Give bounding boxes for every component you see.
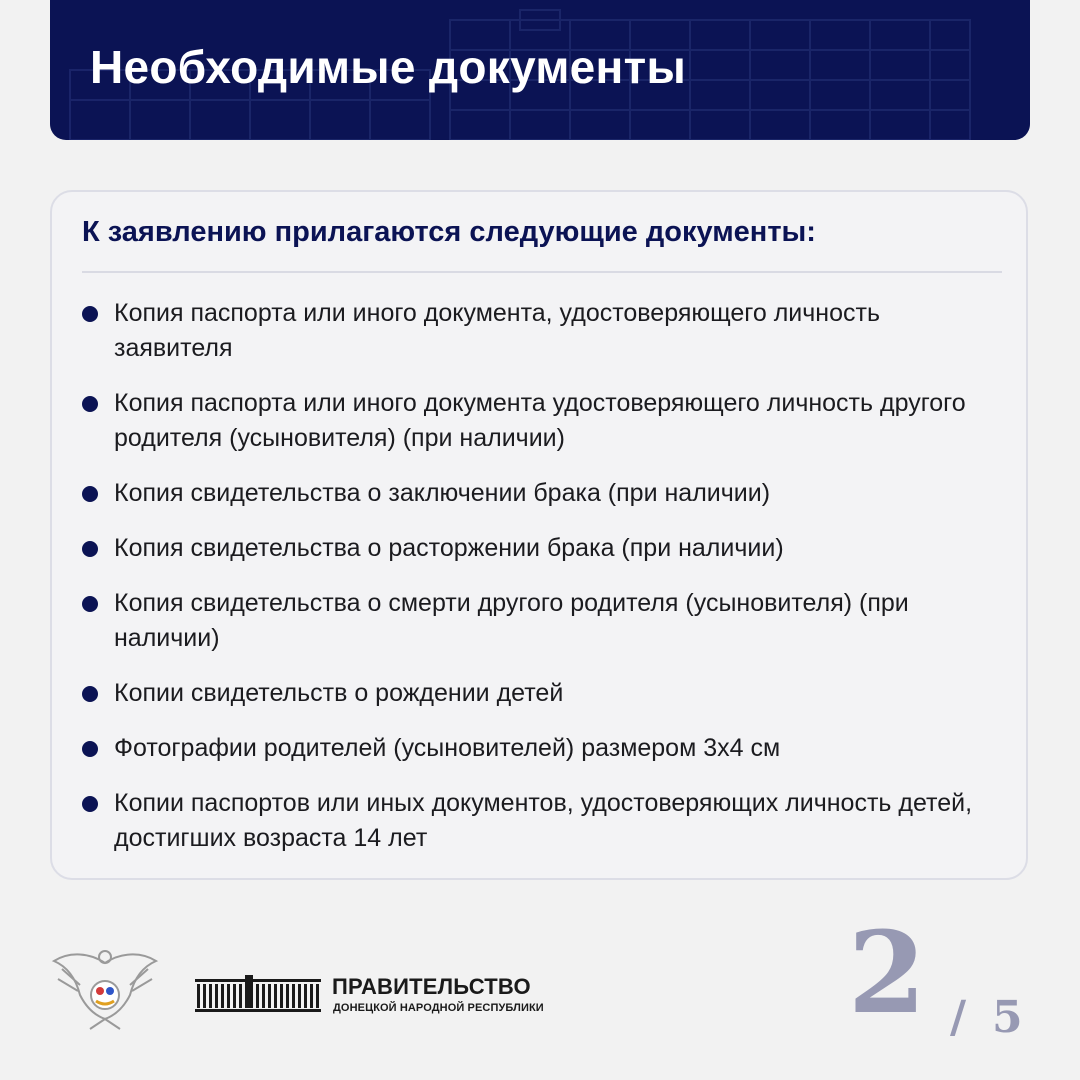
list-item [82, 676, 1002, 711]
bullet-icon [82, 396, 98, 412]
list-item [82, 531, 1002, 566]
heading-divider [82, 271, 1002, 273]
page-current-number: 2 [848, 908, 926, 1039]
header-banner [50, 0, 1030, 140]
list-item-text: Копия свидетельства о заключении брака (при наличии) [114, 479, 771, 507]
page-separator: / [950, 992, 967, 1043]
list-item-text: Копия свидетельства о смерти другого родителя (усыновителя) (при наличии) [114, 589, 909, 652]
government-building-icon [195, 975, 321, 1015]
bullet-icon [82, 541, 98, 557]
list-item [82, 731, 1002, 766]
page-total-number: 5 [992, 992, 1023, 1043]
page-title: Необходимые документы [90, 41, 687, 93]
list-item [82, 586, 1002, 656]
list-item-text: Копия паспорта или иного документа удостоверяющего личность другого родителя (усыновителя) (при наличии) [114, 389, 966, 452]
bullet-icon [82, 796, 98, 812]
documents-card [50, 190, 1028, 880]
documents-list [82, 296, 1002, 876]
list-item-text: Копия паспорта или иного документа, удостоверяющего личность заявителя [114, 299, 880, 362]
government-subtitle: ДОНЕЦКОЙ НАРОДНОЙ РЕСПУБЛИКИ [333, 1002, 544, 1014]
list-item [82, 786, 1002, 856]
bullet-icon [82, 596, 98, 612]
list-item [82, 386, 1002, 456]
government-title: ПРАВИТЕЛЬСТВО [332, 974, 531, 999]
list-item [82, 296, 1002, 366]
coat-of-arms-icon [50, 945, 160, 1037]
list-item-text: Копии свидетельств о рождении детей [114, 679, 564, 707]
list-item-text: Фотографии родителей (усыновителей) размером 3х4 см [114, 734, 781, 762]
list-item [82, 476, 1002, 511]
bullet-icon [82, 486, 98, 502]
bullet-icon [82, 306, 98, 322]
bullet-icon [82, 741, 98, 757]
list-item-text: Копия свидетельства о расторжении брака (при наличии) [114, 534, 784, 562]
card-heading: К заявлению прилагаются следующие документы: [82, 216, 816, 248]
list-item-text: Копии паспортов или иных документов, удостоверяющих личность детей, достигших возраста 14 лет [114, 789, 973, 852]
bullet-icon [82, 686, 98, 702]
